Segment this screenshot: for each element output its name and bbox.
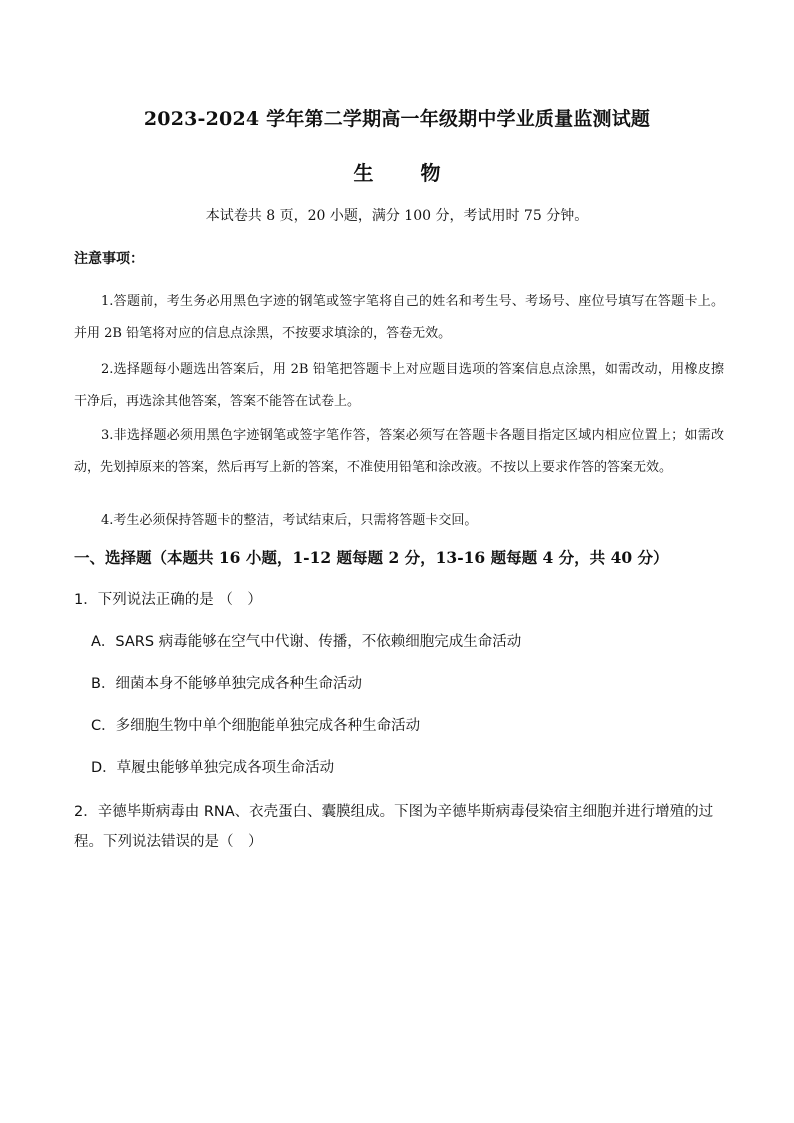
section-heading: 一、选择题（本题共 16 小题，1-12 题每题 2 分，13-16 题每题 4 分，共 40 分） [74,548,669,567]
notice-item-3: 3.非选择题必须用黑色字迹钢笔或签字笔作答，答案必须写在答题卡各题目指定区域内相应位置上；如需改动，先划掉原来的答案，然后再写上新的答案，不准使用铅笔和涂改液。不按以上要求作答的答案无效。 [74,428,724,475]
notice-heading: 注意事项： [74,251,144,267]
subject-title: 生 物 [353,161,461,185]
question-2-stem: 2．辛德毕斯病毒由 RNA、衣壳蛋白、囊膜组成。下图为辛德毕斯病毒侵染宿主细胞并进行增殖的过程。下列说法错误的是（ ） [74,804,714,850]
question-1-option-a: A．SARS 病毒能够在空气中代谢、传播，不依赖细胞完成生命活动 [91,634,522,650]
notice-item-2: 2.选择题每小题选出答案后，用 2B 铅笔把答题卡上对应题目选项的答案信息点涂黑，如需改动，用橡皮擦干净后，再选涂其他答案，答案不能答在试卷上。 [74,362,724,409]
notice-item-4: 4.考生必须保持答题卡的整洁，考试结束后，只需将答题卡交回。 [101,513,478,528]
question-1-option-d: D．草履虫能够单独完成各项生命活动 [91,760,335,776]
question-1-stem: 1．下列说法正确的是 （ ） [74,592,262,608]
exam-info: 本试卷共 8 页，20 小题，满分 100 分，考试用时 75 分钟。 [205,208,589,224]
notice-item-1: 1.答题前，考生务必用黑色字迹的钢笔或签字笔将自己的姓名和考生号、考场号、座位号填写在答题卡上。并用 2B 铅笔将对应的信息点涂黑，不按要求填涂的，答卷无效。 [74,294,724,341]
question-1-option-b: B．细菌本身不能够单独完成各种生命活动 [91,676,362,692]
question-1-option-c: C．多细胞生物中单个细胞能单独完成各种生命活动 [91,718,421,734]
exam-title: 2023-2024 学年第二学期高一年级期中学业质量监测试题 [143,108,651,130]
